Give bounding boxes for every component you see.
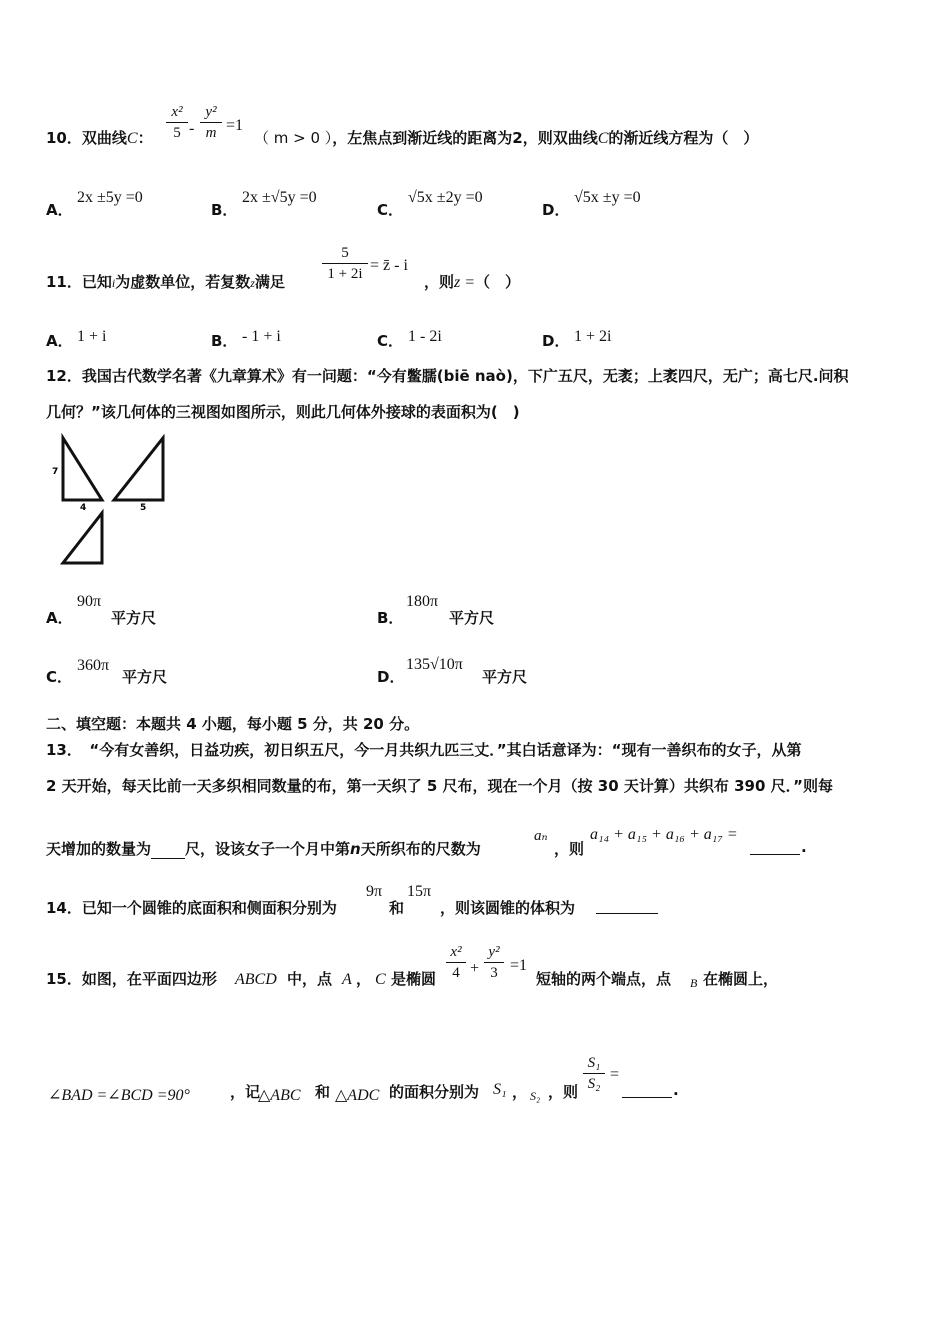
q12-opt-b-label: B． — [377, 609, 404, 627]
q13-an: aₙ — [534, 828, 548, 844]
q10-text: 10．双曲线C： — [46, 129, 153, 147]
q15-end: . — [673, 1081, 679, 1099]
q11-opt-a-label: A． — [46, 332, 73, 350]
q15-comma: ， — [356, 970, 372, 988]
q14-and: 和 — [389, 899, 405, 917]
q10-opt-d-math: √5x ±y =0 — [574, 189, 641, 206]
q15-plus: + — [470, 960, 480, 977]
q13-sum: a₁₄ + a₁₅ + a₁₆ + a₁₇ = — [590, 826, 738, 843]
q10-opt-a-label: A． — [46, 201, 73, 219]
q12-opt-a-unit: 平方尺 — [111, 609, 157, 627]
q15-blank[interactable] — [622, 1079, 672, 1098]
q15-point-a: A — [342, 971, 352, 988]
q10-opt-c-math: √5x ±2y =0 — [408, 189, 483, 206]
q15-tri-adc: △ADC — [335, 1087, 380, 1104]
q10-frac1: x² 5 — [166, 104, 188, 141]
q11-opt-d-label: D． — [542, 332, 570, 350]
q12-opt-b-unit: 平方尺 — [449, 609, 495, 627]
q12-line2: 几何？”该几何体的三视图如图所示，则此几何体外接球的表面积为( ) — [46, 403, 520, 421]
q15-angle: ∠BAD =∠BCD =90° — [48, 1087, 190, 1104]
q10-opt-b-math: 2x ±√5y =0 — [242, 189, 317, 206]
q12-opt-d-label: D． — [377, 668, 405, 686]
q15-he: 和 — [315, 1083, 331, 1101]
q15-frac1: x² 4 — [446, 944, 466, 981]
q10-frac2: y² m — [200, 104, 222, 141]
q15-s1: S₁ — [493, 1081, 507, 1098]
side-view-triangle — [114, 438, 163, 500]
q12-opt-c-label: C． — [46, 668, 73, 686]
q15-feq: = — [610, 1066, 620, 1083]
q11-opt-c-label: C． — [377, 332, 404, 350]
q15-text: 15．如图，在平面四边形 — [46, 970, 217, 988]
q13-blank-1[interactable] — [151, 842, 185, 859]
q10-opt-c-label: C． — [377, 201, 404, 219]
q14-tail: ，则该圆锥的体积为 — [440, 899, 576, 917]
three-view-figure — [46, 430, 176, 570]
q15-tri-abc: △ABC — [258, 1087, 301, 1104]
q15-frac2: y² 3 — [484, 944, 504, 981]
q11-opt-d-math: 1 + 2i — [574, 328, 612, 345]
q15-s2: S₂ — [530, 1089, 541, 1103]
q11-frac: 5 1 + 2i — [322, 245, 368, 282]
front-view-triangle — [63, 438, 102, 500]
q10-opt-a-math: 2x ±5y =0 — [77, 189, 143, 206]
q10-opt-b-label: B． — [211, 201, 238, 219]
q15-sep: ， — [512, 1083, 528, 1101]
q14-base-area: 9π — [366, 883, 383, 900]
q11-opt-b-math: - 1 + i — [242, 328, 281, 345]
section-title: 二、填空题：本题共 4 小题，每小题 5 分，共 20 分。 — [46, 715, 420, 733]
q15-eq1: =1 — [510, 957, 528, 974]
q15-mid1: 中，点 — [287, 970, 333, 988]
q14-lateral-area: 15π — [407, 883, 432, 900]
q11-opt-a-math: 1 + i — [77, 328, 107, 345]
q13-blank-2[interactable] — [750, 836, 800, 855]
q15-point-c: C — [375, 971, 386, 988]
q15-ji: ，记 — [230, 1083, 261, 1101]
q10-text-2: （ m > 0 ），左焦点到渐近线的距离为2，则双曲线C的渐近线方程为（ ） — [254, 129, 759, 147]
top-view-triangle — [63, 513, 102, 563]
q12-opt-b-math: 180π — [406, 593, 439, 610]
q12-opt-c-unit: 平方尺 — [122, 668, 168, 686]
q11-text: 11．已知i为虚数单位，若复数z满足 — [46, 273, 285, 291]
q15-ze: ，则 — [548, 1083, 579, 1101]
q15-mid4: 在椭圆上， — [703, 970, 779, 988]
q13-line1: 13． “今有女善织，日益功疾，初日织五尺，今一月共织九匹三丈．”其白话意译为：“现有一善织布的女子，从第 — [46, 741, 802, 759]
q11-text-2: ，则z =（ ） — [424, 273, 521, 291]
q15-mid2: 是椭圆 — [391, 970, 437, 988]
q10-minus: - — [189, 120, 195, 137]
q12-opt-a-math: 90π — [77, 593, 102, 610]
q14-blank[interactable] — [596, 895, 658, 914]
q12-opt-c-math: 360π — [77, 657, 110, 674]
fig-label-5: 5 — [140, 503, 147, 513]
q13-line3: 天增加的数量为 尺，设该女子一个月中第n天所织布的尺数为 — [46, 840, 481, 858]
q15-ratio: S₁ S₂ — [583, 1055, 605, 1092]
q15-mid5: 的面积分别为 — [389, 1083, 480, 1101]
q15-abcd: ABCD — [235, 971, 277, 988]
q15-point-b: B — [690, 976, 698, 990]
q12-opt-d-math: 135√10π — [406, 656, 463, 673]
q11-rhs: = z̄ - i — [370, 257, 408, 274]
q12-line1: 12．我国古代数学名著《九章算术》有一问题：“今有鳖臑(biē naò)，下广五尺，无袤；上袤四尺，无广；高七尺.问积 — [46, 367, 849, 385]
q13-end: . — [801, 838, 807, 856]
q15-mid3: 短轴的两个端点，点 — [536, 970, 672, 988]
q13-line2: 2 天开始，每天比前一天多织相同数量的布，第一天织了 5 尺布，现在一个月（按 30 天计算）共织布 390 尺．”则每 — [46, 777, 833, 795]
fig-label-height: 7 — [52, 467, 59, 477]
q11-opt-c-math: 1 - 2i — [408, 328, 442, 345]
q12-opt-d-unit: 平方尺 — [482, 668, 528, 686]
q11-opt-b-label: B． — [211, 332, 238, 350]
q10-opt-d-label: D． — [542, 201, 570, 219]
q12-opt-a-label: A． — [46, 609, 73, 627]
q13-then: ，则 — [554, 840, 585, 858]
q10-eq: =1 — [226, 117, 244, 134]
q14-text: 14．已知一个圆锥的底面积和侧面积分别为 — [46, 899, 337, 917]
fig-label-4: 4 — [80, 503, 87, 513]
